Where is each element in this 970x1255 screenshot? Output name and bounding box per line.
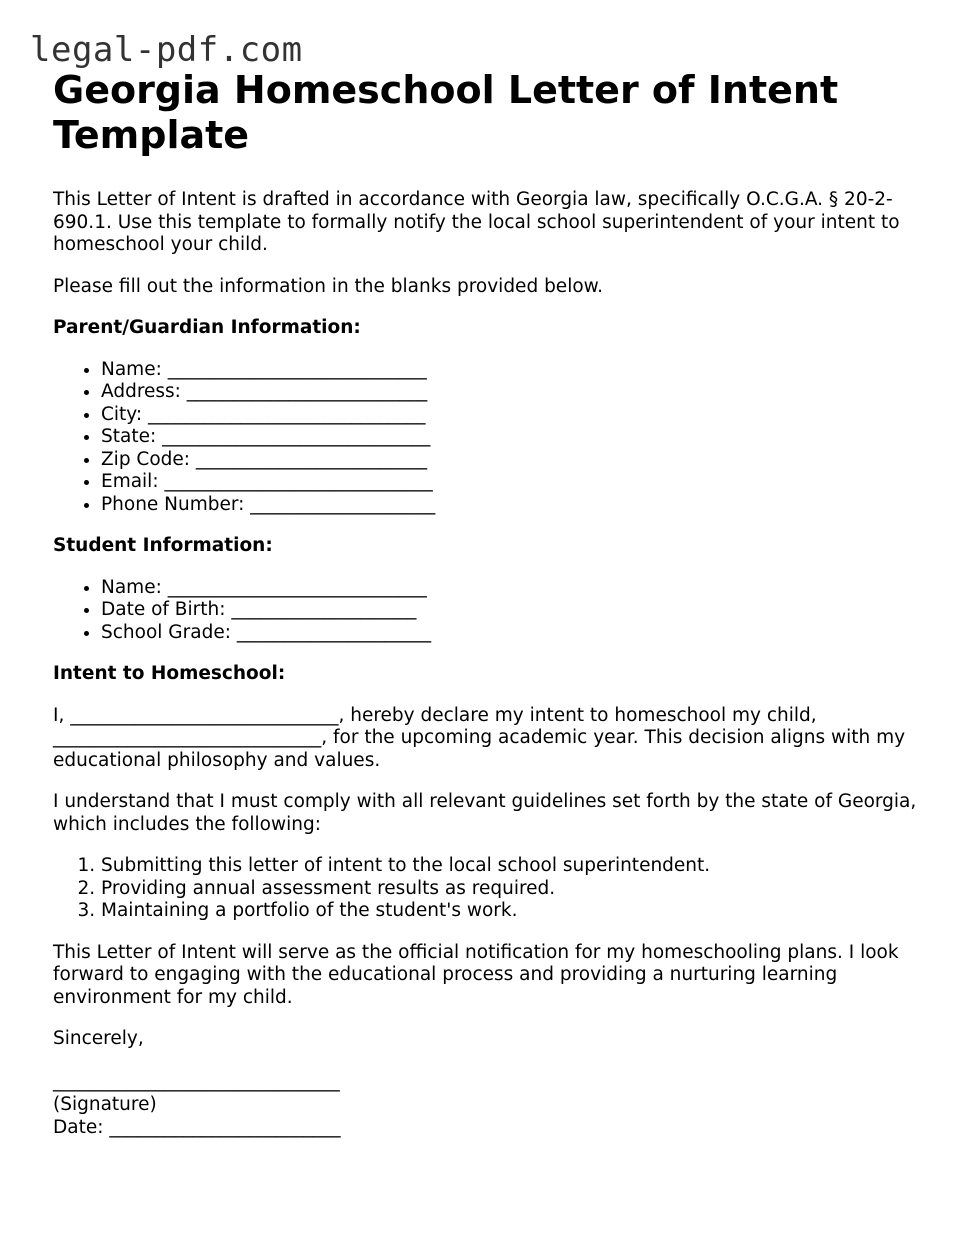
requirement-item: 3. Maintaining a portfolio of the student's work. [101, 900, 923, 923]
closing-paragraph: This Letter of Intent will serve as the official notification for my homeschooling plans. I look forward to engaging with the educational process and providing a nurturing learning environment for my child. [53, 941, 899, 1008]
requirement-item: 2. Providing annual assessment results as required. [101, 878, 923, 901]
requirement-item: 1. Submitting this letter of intent to the local school superintendent. [101, 855, 923, 878]
instructions-paragraph: Please fill out the information in the blanks provided below. [53, 275, 603, 297]
signature-line: _______________________________ [53, 1070, 340, 1092]
parent-section-heading: Parent/Guardian Information: [53, 317, 361, 338]
student-dob-field: • Date of Birth: ____________________ [101, 599, 923, 622]
parent-name-field: • Name: ____________________________ [101, 359, 923, 382]
intro-paragraph: This Letter of Intent is drafted in accordance with Georgia law, specifically O.C.G.A. § 20-2-690.1. Use this template to formally notify the local school superintendent of your intent to homeschool your child. [53, 189, 900, 255]
signature-block [53, 1070, 923, 1139]
date-line: Date: _________________________ [53, 1116, 341, 1138]
signature-label: (Signature) [53, 1093, 157, 1115]
parent-email-field: • Email: _____________________________ [101, 471, 923, 494]
student-fields-list [53, 577, 923, 645]
student-section-heading: Student Information: [53, 535, 273, 556]
site-watermark: legal-pdf.com [30, 30, 303, 70]
student-grade-field: • School Grade: _____________________ [101, 622, 923, 645]
requirements-list [53, 855, 923, 923]
parent-city-field: • City: ______________________________ [101, 404, 923, 427]
parent-state-field: • State: _____________________________ [101, 426, 923, 449]
declaration-paragraph: I, _____________________________, hereby declare my intent to homeschool my child, _____________________________, for the upcoming academic year. This decision aligns with my educational philosophy and values. [53, 704, 906, 771]
parent-zip-field: • Zip Code: _________________________ [101, 449, 923, 472]
page-title: Georgia Homeschool Letter of Intent Template [53, 68, 839, 157]
letter-document [53, 68, 923, 1139]
student-name-field: • Name: ____________________________ [101, 577, 923, 600]
parent-address-field: • Address: __________________________ [101, 381, 923, 404]
compliance-intro-paragraph: I understand that I must comply with all relevant guidelines set forth by the state of Georgia, which includes the following: [53, 791, 917, 835]
intent-section-heading: Intent to Homeschool: [53, 663, 286, 684]
salutation: Sincerely, [53, 1028, 144, 1049]
parent-fields-list [53, 359, 923, 517]
parent-phone-field: • Phone Number: ____________________ [101, 494, 923, 517]
